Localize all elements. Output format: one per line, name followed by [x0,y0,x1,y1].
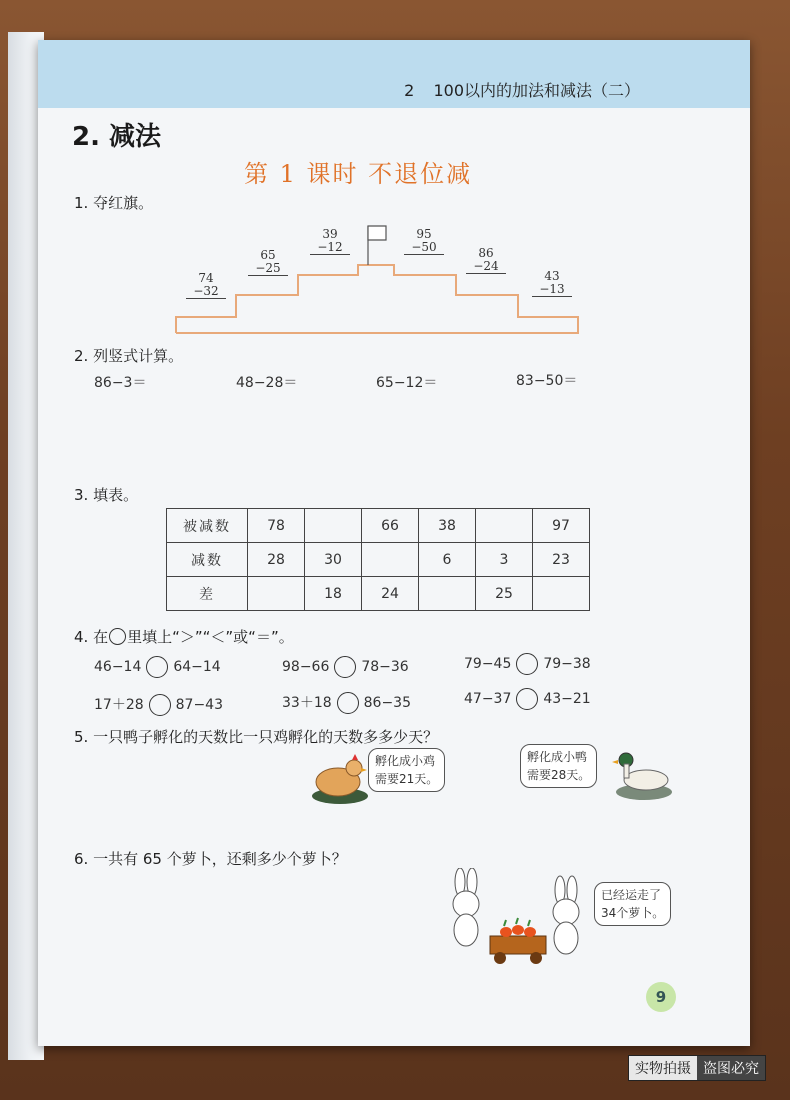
watermark-stamp: 实物拍摄 盗图必究 [628,1055,766,1081]
table-cell[interactable]: 38 [419,509,476,543]
q1-prompt: 1. 夺红旗。 [74,194,154,212]
row-label: 差 [167,577,248,611]
table-cell[interactable]: 97 [533,509,590,543]
table-row [167,543,590,577]
step-4: 95 −50 [404,228,444,255]
compare-item-5: 33＋18 86−35 [282,692,411,714]
compare-item-2: 98−66 78−36 [282,656,409,678]
calc-item-2: 48−28＝ [236,375,298,391]
calc-item-4: 83−50＝ [516,373,578,389]
table-cell[interactable] [533,577,590,611]
section-title: 2. 减法 [72,122,162,152]
table-cell[interactable]: 24 [362,577,419,611]
answer-circle[interactable] [516,688,538,710]
lesson-title: 第 1 课时 不退位减 [244,160,473,188]
answer-circle[interactable] [516,653,538,675]
answer-circle[interactable] [146,656,168,678]
compare-item-4: 17＋28 87−43 [94,694,223,716]
chapter-header [404,78,640,101]
table-cell[interactable]: 28 [248,543,305,577]
q6-prompt: 6. 一共有 65 个萝卜，还剩多少个萝卜？ [74,850,347,868]
table-cell[interactable]: 18 [305,577,362,611]
hen-icon [310,752,374,806]
chapter-number: 2 [404,81,415,100]
table-cell[interactable]: 30 [305,543,362,577]
row-label: 被减数 [167,509,248,543]
compare-item-1: 46−14 64−14 [94,656,221,678]
table-cell[interactable]: 66 [362,509,419,543]
answer-circle[interactable] [149,694,171,716]
step-2: 65 −25 [248,249,288,276]
table-cell[interactable] [419,577,476,611]
table-cell[interactable]: 25 [476,577,533,611]
calc-item-1: 86−3＝ [94,375,147,391]
table-cell[interactable]: 78 [248,509,305,543]
staircase-diagram [174,220,582,340]
table-row [167,577,590,611]
table-cell[interactable]: 23 [533,543,590,577]
rabbits-cart-illustration [438,868,588,972]
header-band [38,40,750,108]
table-cell[interactable] [305,509,362,543]
table-cell[interactable] [248,577,305,611]
rabbit-speech-bubble: 已经运走了 34个萝卜。 [594,882,671,926]
compare-item-6: 47−37 43−21 [464,688,591,710]
q2-prompt: 2. 列竖式计算。 [74,347,184,365]
table-cell[interactable] [476,509,533,543]
table-cell[interactable]: 3 [476,543,533,577]
subtraction-table [166,508,590,611]
q3-prompt: 3. 填表。 [74,486,139,504]
q5-prompt: 5. 一只鸭子孵化的天数比一只鸡孵化的天数多多少天？ [74,728,439,746]
page-number-badge: 9 [646,982,676,1012]
step-1: 74 −32 [186,272,226,299]
table-row [167,509,590,543]
answer-circle[interactable] [337,692,359,714]
chapter-title: 100以内的加法和减法（二） [433,81,640,100]
duck-icon [612,746,676,802]
hen-speech-bubble: 孵化成小鸡 需要21天。 [368,748,445,792]
step-6: 43 −13 [532,270,572,297]
table-cell[interactable] [362,543,419,577]
flag-icon [368,226,386,240]
duck-speech-bubble: 孵化成小鸭 需要28天。 [520,744,597,788]
step-5: 86 −24 [466,247,506,274]
circle-icon [109,628,126,645]
q4-prompt: 4. 在 里填上“＞”“＜”或“＝”。 [74,628,294,646]
step-3: 39 −12 [310,228,350,255]
row-label: 减数 [167,543,248,577]
table-cell[interactable]: 6 [419,543,476,577]
workbook-page [38,40,750,1046]
calc-item-3: 65−12＝ [376,375,438,391]
answer-circle[interactable] [334,656,356,678]
compare-item-3: 79−45 79−38 [464,653,591,675]
